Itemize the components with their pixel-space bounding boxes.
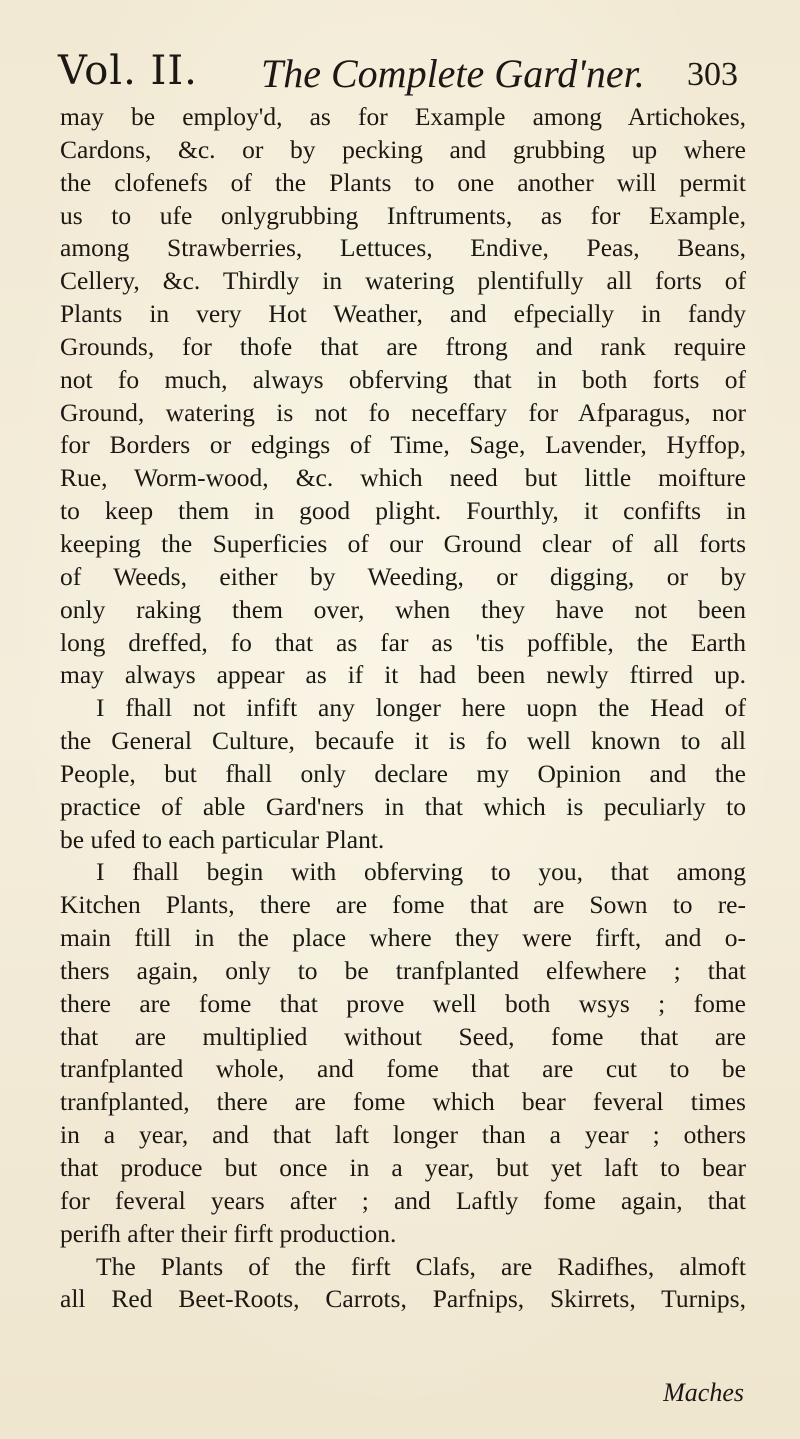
text-line: Cardons, &c. or by pecking and grubbing up where — [60, 134, 746, 164]
text-line: Rue, Worm-wood, &c. which need but little moifture — [60, 463, 746, 493]
text-line: The Plants of the firft Clafs, are Radifhes, almoft — [96, 1251, 746, 1281]
text-line: Kitchen Plants, there are fome that are Sown to re- — [60, 890, 746, 920]
volume-label: Vol. II. — [58, 48, 198, 94]
text-line: keeping the Superficies of our Ground clear of all forts — [60, 528, 746, 558]
text-line: Grounds, for thofe that are ftrong and rank require — [60, 331, 746, 361]
text-line: only raking them over, when they have not been — [60, 594, 746, 624]
text-line: long dreffed, fo that as far as 'tis poffible, the Earth — [60, 627, 746, 657]
text-line: be ufed to each particular Plant. — [60, 824, 385, 854]
running-head — [58, 48, 738, 98]
text-line: in a year, and that laft longer than a year ; others — [60, 1120, 746, 1150]
text-line: for Borders or edgings of Time, Sage, Lavender, Hyffop, — [60, 430, 746, 460]
text-line: us to ufe onlygrubbing Inftruments, as for Example, — [60, 200, 746, 230]
text-line: the clofenefs of the Plants to one another will permit — [60, 167, 746, 197]
text-line: may be employ'd, as for Example among Artichokes, — [60, 102, 746, 131]
text-line: not fo much, always obferving that in both forts of — [60, 364, 746, 394]
text-line: to keep them in good plight. Fourthly, it confifts in — [60, 496, 746, 526]
text-line: main ftill in the place where they were firft, and o- — [60, 923, 746, 953]
text-line: I fhall not infift any longer here uopn the Head of — [96, 693, 746, 723]
page-number: 303 — [687, 56, 738, 93]
body-text — [60, 101, 746, 1316]
text-line: that produce but once in a year, but yet laft to bear — [60, 1153, 746, 1182]
text-line: Ground, watering is not fo neceffary for Afparagus, nor — [60, 397, 746, 427]
text-line: all Red Beet-Roots, Carrots, Parfnips, Skirrets, Turnips, — [60, 1284, 746, 1314]
text-line: practice of able Gard'ners in that which is peculiarly to — [60, 791, 746, 821]
text-line: that are multiplied without Seed, fome that are — [60, 1021, 746, 1051]
catchword: Maches — [663, 1378, 744, 1407]
text-line: the General Culture, becaufe it is fo well known to all — [60, 726, 746, 756]
text-line: of Weeds, either by Weeding, or digging, or by — [60, 561, 746, 591]
text-line: thers again, only to be tranfplanted elfewhere ; that — [60, 955, 746, 985]
text-line: I fhall begin with obferving to you, that among — [96, 857, 746, 887]
text-line: tranfplanted, there are fome which bear feveral times — [60, 1087, 746, 1117]
text-line: Cellery, &c. Thirdly in watering plentifully all forts of — [60, 266, 746, 296]
text-line: perifh after their firft production. — [60, 1218, 397, 1248]
text-line: there are fome that prove well both wsys ; fome — [60, 988, 746, 1018]
text-line: among Strawberries, Lettuces, Endive, Peas, Beans, — [60, 233, 746, 263]
text-line: for feveral years after ; and Laftly fome again, that — [60, 1185, 746, 1215]
text-line: may always appear as if it had been newly ftirred up. — [60, 660, 746, 690]
text-line: tranfplanted whole, and fome that are cut to be — [60, 1054, 746, 1084]
book-title: The Complete Gard'ner. — [261, 51, 645, 96]
text-line: Plants in very Hot Weather, and efpecially in fandy — [60, 299, 746, 329]
text-line: People, but fhall only declare my Opinion and the — [60, 758, 746, 788]
